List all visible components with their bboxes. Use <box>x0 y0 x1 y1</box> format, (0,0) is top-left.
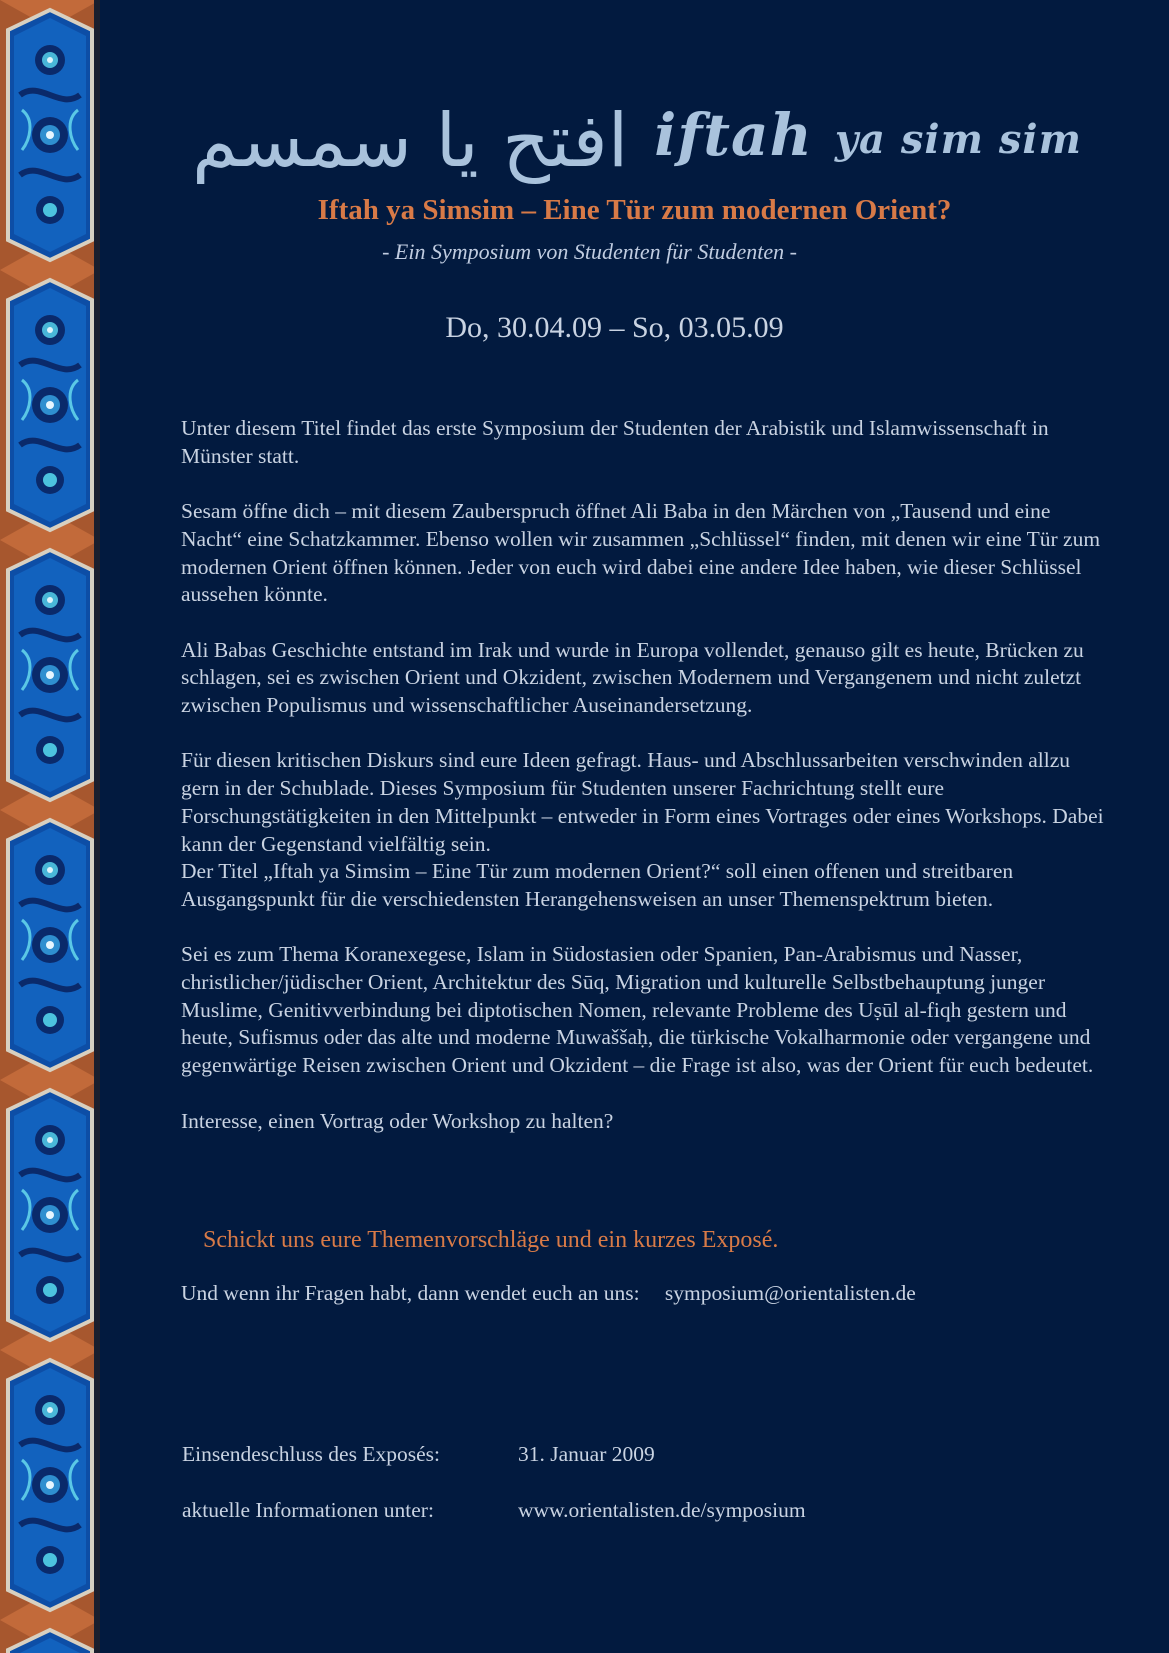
arabic-title: افتح يا سمسم <box>192 98 629 184</box>
paragraph-titel: Der Titel „Iftah ya Simsim – Eine Tür zum modernen Orient?“ soll einen offenen und streitbaren Ausgangspunkt für die verschiedensten Herangehensweisen an unser Themenspektrum bieten. <box>181 859 1014 911</box>
calligraphy-title <box>192 58 1092 184</box>
paragraph-themen: Sei es zum Thema Koranexegese, Islam in Südostasien oder Spanien, Pan-Arabismus und Nasser, christlicher/jüdischer Orient, Architektur des Sūq, Migration und kulturelle Selbstbehauptung junger Muslime, Genitivverbindung bei diptotischen Nomen, relevante Probleme des Uṣūl al-fiqh gestern und heute, Sufismus oder das alte und moderne Muwaššaḥ, die türkische Vokalharmonie oder vergangene und gegenwärtige Reisen zwischen Orient und Okzident – die Frage ist also, was der Orient für euch bedeutet. <box>181 942 1094 1078</box>
subtitle: - Ein Symposium von Studenten für Studenten - <box>382 239 797 264</box>
event-date: Do, 30.04.09 – So, 03.05.09 <box>445 311 784 344</box>
poster-content <box>100 0 1169 1653</box>
info-table <box>182 1426 806 1538</box>
call-to-action: Schickt uns eure Themenvorschläge und ein kurzes Exposé. <box>203 1227 779 1253</box>
body-text <box>181 415 1106 1163</box>
latin-title-iftah: iftah <box>654 101 813 169</box>
info-label: aktuelle Informationen unter: <box>182 1497 434 1522</box>
ornamental-tile-border <box>0 0 100 1653</box>
paragraph-interesse: Interesse, einen Vortrag oder Workshop zu halten? <box>181 1108 614 1133</box>
info-url-link[interactable]: www.orientalisten.de/symposium <box>518 1497 806 1522</box>
paragraph-intro: Unter diesem Titel findet das erste Symposium der Studenten der Arabistik und Islamwissenschaft in Münster statt. <box>181 416 1049 468</box>
tile-pattern-icon <box>0 0 100 1653</box>
latin-title-ya-sim-sim: ya sim sim <box>834 116 1082 163</box>
contact-email-link[interactable]: symposium@orientalisten.de <box>664 1281 916 1305</box>
deadline-label: Einsendeschluss des Exposés: <box>182 1441 440 1466</box>
paragraph-ali-baba: Ali Babas Geschichte entstand im Irak und wurde in Europa vollendet, genauso gilt es heute, Brücken zu schlagen, sei es zwischen Orient und Okzident, zwischen Modernem und Vergangenem und nicht zuletzt zwischen Populismus und wissenschaftlicher Auseinandersetzung. <box>181 637 1084 717</box>
contact-text: Und wenn ihr Fragen habt, dann wendet euch an uns: <box>181 1281 640 1305</box>
page-title: Iftah ya Simsim – Eine Tür zum modernen Orient? <box>317 194 952 226</box>
deadline-value: 31. Januar 2009 <box>518 1441 655 1466</box>
contact-line <box>181 1279 916 1307</box>
paragraph-diskurs: Für diesen kritischen Diskurs sind eure Ideen gefragt. Haus- und Abschlussarbeiten verschwinden allzu gern in der Schublade. Dieses Symposium für Studenten unserer Fachrichtung stellt eure Forschungstätigkeiten in den Mittelpunkt – entweder in Form eines Vortrages oder eines Workshops. Dabei kann der Gegenstand vielfältig sein. <box>181 748 1104 856</box>
info-row <box>182 1482 806 1538</box>
paragraph-sesam: Sesam öffne dich – mit diesem Zauberspruch öffnet Ali Baba in den Märchen von „Tausend und eine Nacht“ eine Schatzkammer. Ebenso wollen wir zusammen „Schlüssel“ finden, mit denen wir eine Tür zum modernen Orient öffnen können. Jeder von euch wird dabei eine andere Idee haben, wie dieser Schlüssel aussehen könnte. <box>181 499 1101 607</box>
deadline-row <box>182 1426 806 1482</box>
